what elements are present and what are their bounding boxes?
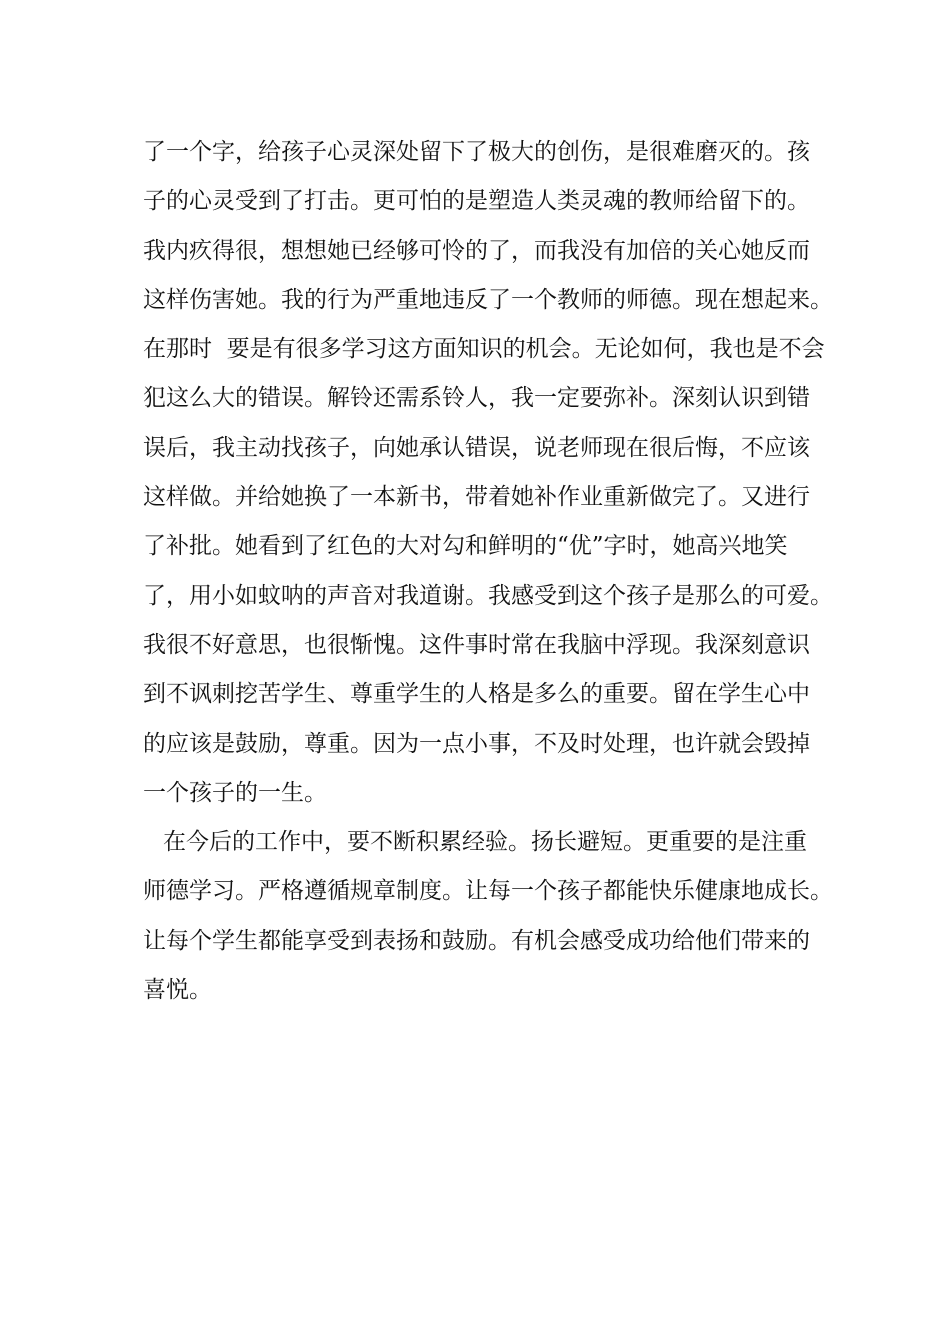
text-line: 师德学习。严格遵循规章制度。让每一个孩子都能快乐健康地成长。 <box>143 878 833 905</box>
text-line: 我很不好意思，也很惭愧。这件事时常在我脑中浮现。我深刻意识 <box>143 631 810 658</box>
text-line: 这样伤害她。我的行为严重地违反了一个教师的师德。现在想起来。 <box>143 286 833 313</box>
text-line: 的应该是鼓励，尊重。因为一点小事，不及时处理，也许就会毁掉 <box>143 730 810 757</box>
text-line: 一个孩子的一生。 <box>143 779 327 806</box>
body-text <box>143 128 833 1015</box>
text-line: 喜悦。 <box>143 977 212 1004</box>
text-line: 了一个字，给孩子心灵深处留下了极大的创伤，是很难磨灭的。孩 <box>143 139 810 165</box>
text-line: 到不讽刺挖苦学生、尊重学生的人格是多么的重要。留在学生心中 <box>143 681 810 708</box>
text-line: 在今后的工作中，要不断积累经验。扬长避短。更重要的是注重 <box>163 829 807 856</box>
text-line: 我内疚得很，想想她已经够可怜的了，而我没有加倍的关心她反而 <box>143 237 810 264</box>
text-line: 了，用小如蚊呐的声音对我道谢。我感受到这个孩子是那么的可爱。 <box>143 582 833 609</box>
text-line: 误后，我主动找孩子，向她承认错误，说老师现在很后悔，不应该 <box>143 434 810 461</box>
text-line: 了补批。她看到了红色的大对勾和鲜明的“优”字时，她高兴地笑 <box>143 533 788 560</box>
text-line: 这样做。并给她换了一本新书，带着她补作业重新做完了。又进行 <box>143 484 810 511</box>
text-line: 犯这么大的错误。解铃还需系铃人，我一定要弥补。深刻认识到错 <box>143 385 810 412</box>
text-line: 在那时 要是有很多学习这方面知识的机会。无论如何，我也是不会 <box>143 336 825 363</box>
text-line: 子的心灵受到了打击。更可怕的是塑造人类灵魂的教师给留下的。 <box>143 188 810 215</box>
text-line: 让每个学生都能享受到表扬和鼓励。有机会感受成功给他们带来的 <box>143 927 810 954</box>
